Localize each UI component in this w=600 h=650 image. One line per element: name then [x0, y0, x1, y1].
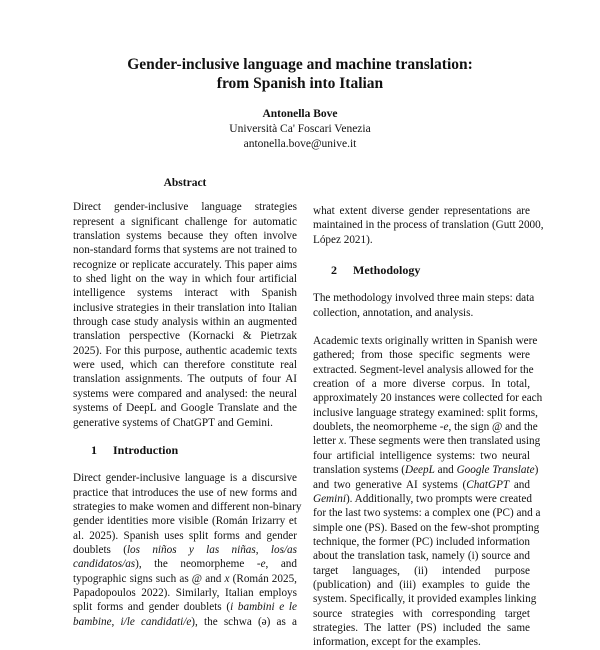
- abstract-line: translation systems because they often involve: [73, 230, 297, 243]
- intro-line: practice that introduces the use of new forms and: [73, 486, 297, 499]
- abstract-line: systems of DeepL and Google Translate and the: [73, 402, 297, 415]
- intro-line: split forms and gender doublets (i bambini e le: [73, 601, 297, 614]
- intro-line: al. 2025). Spanish uses split forms and gender: [73, 529, 297, 542]
- abstract-line: were used, which can therefore constitute real: [73, 359, 297, 372]
- section-heading-introduction: [91, 443, 297, 457]
- intro-line: gender identities more visible (Román Irizarry et: [73, 515, 297, 528]
- method-line: Academic texts originally written in Spanish were: [313, 335, 538, 348]
- section-number: 2: [331, 263, 337, 278]
- intro-line: doublets (los niños y las niñas, los/as: [73, 543, 297, 556]
- introduction-text: [73, 471, 302, 629]
- method-line: four artificial intelligence systems: two neural: [313, 449, 530, 462]
- method-line: inclusive language strategy examined: split forms,: [313, 406, 538, 419]
- abstract-line: 2025). For this purpose, authentic academic texts: [73, 344, 297, 357]
- method-line: (publication) and (iii) examples to guide the: [313, 578, 530, 591]
- methodology-paragraph-2: [313, 334, 543, 650]
- method-line: and two generative AI systems (ChatGPT and: [313, 478, 530, 491]
- method-line: about the translation task, namely (i) source and: [313, 550, 530, 563]
- intro-line: candidatos/as), the neomorpheme -e, and: [73, 558, 297, 571]
- abstract-line: Direct gender-inclusive language strategies: [73, 201, 297, 214]
- method-line: target languages, (ii) intended purpose: [313, 564, 530, 577]
- method-line: gathered; from those specific segments were: [313, 349, 530, 362]
- intro-line: bambine, i/le candidati/e), the schwa (ə) as a: [73, 615, 297, 628]
- method-line: information, except for the examples.: [313, 636, 481, 649]
- paragraph-gap: [313, 320, 530, 334]
- abstract-line: recognize or replicate accurately. This paper aims: [73, 258, 297, 271]
- method-line: for the last two systems: a complex one (PC) and a: [313, 507, 541, 520]
- left-column: [73, 176, 302, 629]
- abstract-line: intelligence systems interact with Spanish: [73, 287, 297, 300]
- intro-line: Direct gender-inclusive language is a discursive: [73, 472, 297, 485]
- intro-line: López 2021).: [313, 233, 373, 246]
- abstract-line: translation perspective (Kornacki & Pietrzak: [73, 330, 297, 343]
- abstract-text: [73, 200, 297, 430]
- section-number: 1: [91, 442, 97, 457]
- author-email: antonella.bove@unive.it: [243, 138, 357, 150]
- methodology-paragraph-1: [313, 291, 535, 320]
- abstract-line: inclusive strategies in their translation into Italian: [73, 301, 297, 314]
- paper-title: [0, 55, 600, 93]
- abstract-line: systems were compared and analysed: the neural: [73, 387, 297, 400]
- intro-line: maintained in the process of translation (Gutt 2000,: [313, 219, 544, 232]
- method-line: translation systems (DeepL and Google Translate): [313, 464, 539, 477]
- title-line-1: Gender-inclusive language and machine translation:: [127, 56, 473, 73]
- abstract-line: non-standard forms that systems are not trained to: [73, 244, 298, 257]
- intro-line: strategies to make women and different non-binary: [73, 500, 302, 513]
- author-name: Antonella Bove: [262, 108, 338, 120]
- abstract-line: translation assignments. The outputs of four AI: [73, 373, 297, 386]
- section-title: Methodology: [353, 263, 421, 278]
- intro-line: typographic signs such as @ and x (Román 2025,: [73, 572, 297, 585]
- abstract-line: generative systems of ChatGPT and Gemini.: [73, 416, 273, 429]
- method-line: extracted. Segment-level analysis allowed for the: [313, 363, 534, 376]
- intro-line: Papadopoulos 2022). Similarly, Italian employs: [73, 586, 297, 599]
- abstract-heading: Abstract: [163, 177, 207, 189]
- intro-line: what extent diverse gender representations are: [313, 205, 530, 217]
- method-line: Gemini). Additionally, two prompts were created: [313, 492, 532, 505]
- section-heading-methodology: [331, 263, 530, 277]
- section-title: Introduction: [113, 442, 179, 457]
- method-line: system. Specifically, it provided examples linking: [313, 593, 537, 606]
- method-line: collection, annotation, and analysis.: [313, 306, 474, 319]
- method-line: letter x. These segments were then translated using: [313, 435, 541, 448]
- method-line: strategies. The latter (PS) included the same: [313, 621, 530, 634]
- author-block: [0, 107, 600, 152]
- method-line: approximately 20 instances were collected for each: [313, 392, 543, 405]
- method-line: The methodology involved three main steps: data: [313, 292, 535, 305]
- author-affiliation: Università Ca' Foscari Venezia: [229, 123, 371, 135]
- abstract-line: represent a significant challenge for automatic: [73, 215, 297, 228]
- right-column: [313, 204, 544, 650]
- method-line: simple one (PS). Based on the few-shot prompting: [313, 521, 540, 534]
- abstract-line: to shed light on the way in which four artificial: [73, 273, 297, 286]
- method-line: doublets, the neomorpheme -e, the sign @ and the: [313, 421, 538, 434]
- introduction-continued: [313, 204, 544, 247]
- method-line: creation of a more diverse corpus. In total,: [313, 378, 530, 391]
- method-line: technique, the former (PC) included information: [313, 535, 530, 548]
- method-line: source strategies with corresponding target: [313, 607, 530, 620]
- title-line-2: from Spanish into Italian: [216, 75, 384, 92]
- abstract-line: through case study analysis within an augmented: [73, 316, 297, 329]
